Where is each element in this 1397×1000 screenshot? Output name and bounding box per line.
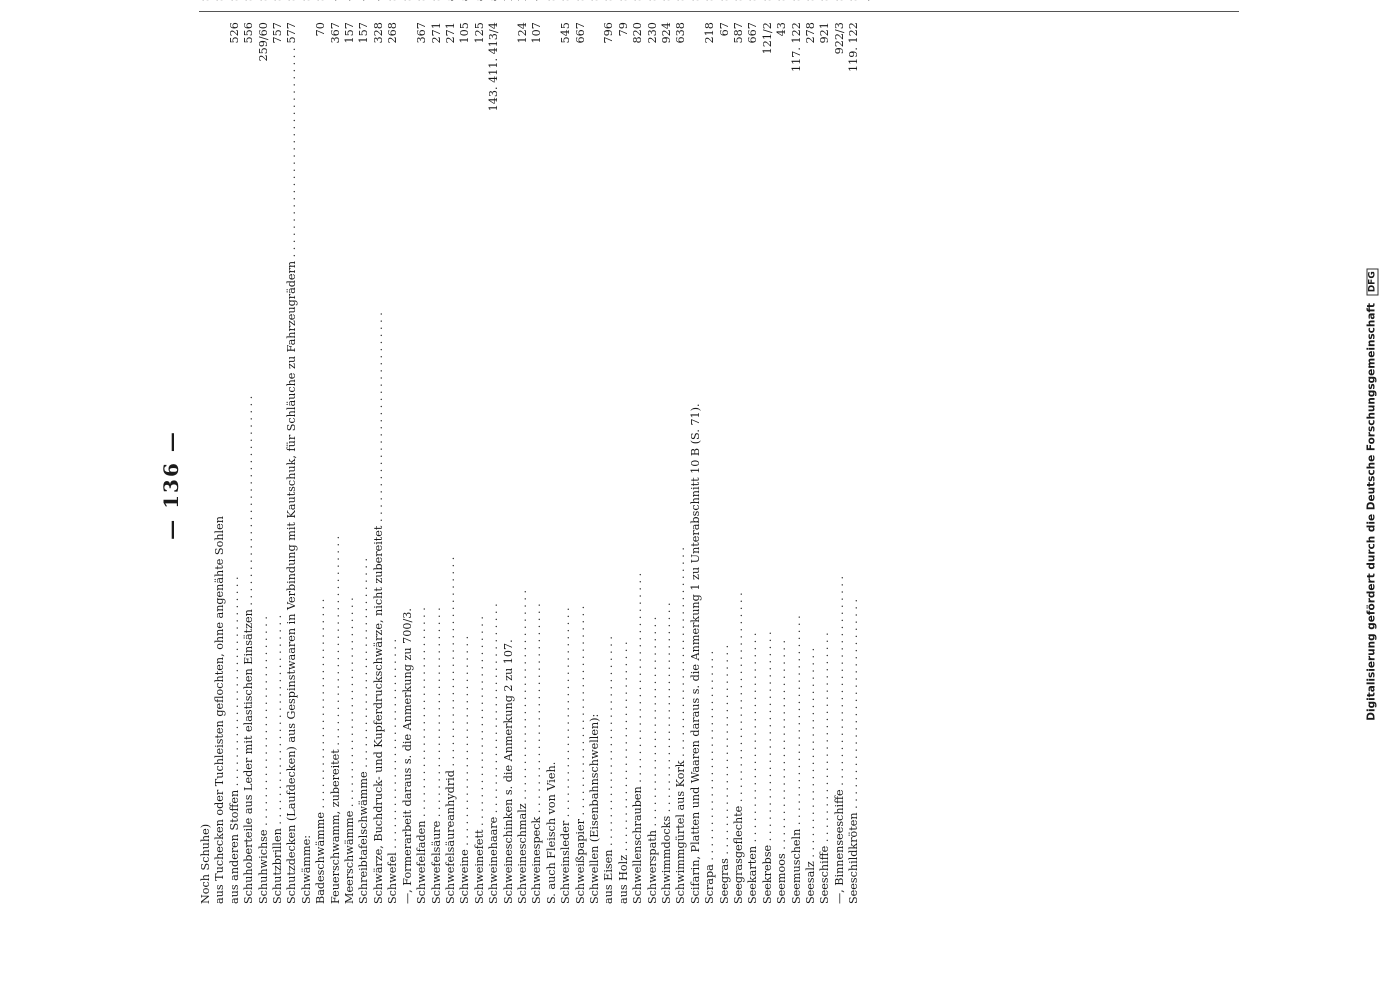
entry-term [516,0,530,1]
entry-term: Seesalz . . . [804,48,818,904]
entry-term: Schwellenschrauben . . . [631,48,645,904]
entry-term: Schwimmdocks . . . [660,48,674,904]
index-entry [746,0,760,1]
index-entry [343,22,357,904]
entry-page-ref: 117. 122 [789,22,803,72]
entry-term [458,0,472,1]
entry-page-ref: 367 [415,22,429,44]
index-entry [257,22,271,904]
entry-term: Schwefelsäureanhydrid . . . [444,48,458,904]
entry-term: —, Formerarbeit daraus s. die Anmerkung zu 700/3. [400,608,414,904]
entry-term: Schuhwichse . . . [257,66,271,904]
entry-term: Meerschwämme . . . [343,48,357,904]
entry-term: Schwefel . . . [386,48,400,904]
index-entry [401,22,415,904]
index-entry [761,0,775,1]
index-entry [285,22,299,904]
entry-term [415,0,429,1]
entry-term: Schwämme: [299,835,313,904]
index-entry [617,22,631,904]
entry-term [862,0,876,1]
entry-term [588,0,602,1]
index-entry [257,0,271,1]
entry-term: Seegras . . . [718,40,732,904]
index-entry [473,0,487,1]
entry-page-ref: 922/3 [832,22,846,55]
entry-term: Schreibtafelschwämme . . . [357,48,371,904]
entry-term [790,0,804,1]
entry-term [703,0,717,1]
index-entry [415,0,429,1]
index-entry [689,0,703,1]
entry-term: Seemuscheln . . . [790,76,804,904]
entry-term [343,0,357,1]
entry-term [775,0,789,1]
entry-term: aus Holz . . . [617,40,631,904]
entry-page-ref: 545 [559,22,573,44]
entry-page-ref: 107 [530,22,544,44]
entry-term: Noch Schuhe) [199,823,212,904]
index-entry [213,0,227,1]
index-entry [646,0,660,1]
index-entry [343,0,357,1]
entry-page-ref: 157 [357,22,371,44]
entry-term [285,0,299,1]
index-entry [689,22,703,904]
entry-term [718,0,732,1]
entry-page-ref: 124 [515,22,529,44]
entry-term [660,0,674,1]
index-entry [588,22,602,904]
index-entry [314,22,328,904]
index-entry [818,0,832,1]
rotated-index-page [149,22,1249,914]
index-columns [199,22,1239,914]
entry-term [732,0,746,1]
entry-page-ref: 924 [660,22,673,44]
index-entry [357,22,371,904]
entry-term: Schweinefett . . . [473,48,487,904]
index-entry [804,0,818,1]
entry-page-ref: 526 [227,22,241,44]
entry-term [646,0,660,1]
index-entry [213,22,227,904]
dfg-logo: DFG [1367,268,1379,295]
index-entry [804,22,818,904]
entry-term: Schutzbrillen . . . [271,48,285,904]
index-entry [545,0,559,1]
entry-page-ref: 667 [746,22,760,44]
entry-page-ref: 119. 122 [847,22,861,72]
entry-term [530,0,544,1]
index-entry [545,22,559,904]
entry-page-ref: 121/2 [760,22,774,55]
entry-term [761,0,775,1]
entry-term: Seegrasgeflechte . . . [732,48,746,904]
entry-page-ref: 157 [343,22,357,44]
index-entry [718,22,732,904]
index-entry [574,0,588,1]
index-entry [314,0,328,1]
index-entry [746,22,760,904]
index-entry [386,0,400,1]
entry-term [430,0,444,1]
index-entry [790,22,804,904]
entry-term [314,0,328,1]
entry-page-ref: 556 [242,22,256,44]
entry-term: aus Eisen . . . [602,48,616,904]
index-entry [458,0,472,1]
index-entry [646,22,660,904]
entry-page-ref: 577 [285,22,299,44]
entry-term: Seeschiffe . . . [818,48,832,904]
entry-term: Scifarin, Platten und Waaren daraus s. die Anmerkung 1 zu Unterabschnitt 10 B (S. 71). [688,403,702,904]
index-entry [386,22,400,904]
entry-term: Seekrebse . . . [761,58,775,904]
index-entry [660,0,674,1]
entry-page-ref: 820 [631,22,645,44]
entry-term: Feuerschwamm, zubereitet . . . [329,48,343,904]
index-entry [703,0,717,1]
entry-term [257,0,271,1]
entry-term: Schweineschmalz . . . [516,48,530,904]
entry-term [271,0,285,1]
entry-term: Badeschwämme . . . [314,40,328,904]
entry-term [228,0,242,1]
index-entry [300,0,314,1]
index-entry [732,22,746,904]
entry-term: Schwärze, Buchdruck- und Kupferdruckschwärze, nicht zubereitet . . . [372,48,386,904]
entry-page-ref: 921 [818,22,832,44]
index-entry [430,22,444,904]
entry-term [502,0,516,1]
index-entry [674,0,688,1]
index-entry [602,22,616,904]
index-entry [401,0,415,1]
index-entry [818,22,832,904]
entry-term [674,0,688,1]
entry-page-ref: 218 [703,22,717,44]
entry-term [372,0,386,1]
index-entry [660,22,674,904]
entry-term: Schwefelsäure . . . [430,48,444,904]
entry-page-ref: 667 [573,22,587,44]
index-entry [559,0,573,1]
entry-page-ref: 278 [804,22,818,44]
entry-term [401,0,415,1]
index-entry [790,0,804,1]
entry-term: Schweinespeck . . . [530,48,544,904]
entry-term [847,0,861,1]
index-entry [372,0,386,1]
index-entry [228,0,242,1]
entry-page-ref: 638 [674,22,688,44]
entry-term: Schwellen (Eisenbahnschwellen): [587,713,601,904]
index-entry [329,0,343,1]
entry-term [631,0,645,1]
index-entry [458,22,472,904]
index-entry [833,22,847,904]
entry-page-ref: 757 [271,22,285,44]
entry-term [199,0,213,1]
entry-term: Schweineschinken s. die Anmerkung 2 zu 107. [501,639,515,904]
entry-term [444,0,458,1]
index-entry [300,22,314,904]
index-entry [718,0,732,1]
credit-text: Digitalisierung gefördert durch die Deutsche Forschungsgemeinschaft [1365,302,1378,721]
index-entry [502,22,516,904]
entry-term: Schweinsleder . . . [559,48,573,904]
index-column-1 [199,11,1239,914]
index-entry [271,22,285,904]
entry-term: aus Tuchecken oder Tuchleisten geflochten, ohne angenähte Sohlen [213,516,227,904]
entry-term: Schweißpapier . . . [574,48,588,904]
index-entry [516,0,530,1]
index-entry [487,22,501,904]
entry-term: Schweinehaare . . . [487,115,501,904]
entry-term [602,0,616,1]
entry-term [818,0,832,1]
entry-page-ref: 271 [429,22,443,44]
entry-page-ref: 70 [314,22,328,37]
entry-term [357,0,371,1]
entry-page-ref: 230 [645,22,659,44]
index-entry [285,0,299,1]
index-entry [502,0,516,1]
entry-page-ref: 268 [386,22,400,44]
index-entry [631,22,645,904]
index-column-2 [199,0,1239,11]
entry-term: —, Binnenseeschiffe . . . [833,58,847,904]
index-entry [559,22,573,904]
entry-term: Seekarten . . . [746,48,760,904]
index-entry [199,0,213,1]
entry-term [574,0,588,1]
index-entry [588,0,602,1]
entry-term: aus anderen Stoffen . . . [228,48,242,904]
entry-term [213,0,227,1]
entry-page-ref: 79 [616,22,630,37]
entry-term: Schuhoberteile aus Leder mit elastischen Einsätzen . . . [242,48,256,904]
index-entry [242,0,256,1]
entry-term: Schwefelfaden . . . [415,48,429,904]
index-entry [228,22,242,904]
index-entry [862,0,876,1]
entry-term [559,0,573,1]
index-entry [530,22,544,904]
entry-page-ref: 367 [328,22,342,44]
entry-term [487,0,501,1]
index-entry [199,22,213,904]
index-entry [444,0,458,1]
entry-page-ref: 105 [458,22,472,44]
index-entry [703,22,717,904]
index-entry [271,0,285,1]
index-entry [674,22,688,904]
index-entry [242,22,256,904]
page-number: — 136 — [159,430,183,540]
entry-term: Schutzdecken (Laufdecken) aus Gespinstwaaren in Verbindung mit Kautschuk, für Schläuche zu Fahrzeugrädern . . . [285,48,299,904]
entry-term: Scrapa . . . [703,48,717,904]
index-entry [357,0,371,1]
index-entry [847,0,861,1]
index-entry [847,22,861,904]
entry-page-ref: 125 [472,22,486,44]
entry-term: Schwimmgürtel aus Kork . . . [674,48,688,904]
index-entry [631,0,645,1]
index-entry [444,22,458,904]
index-entry [430,0,444,1]
index-entry [617,0,631,1]
entry-term: Seemoos . . . [775,40,789,904]
index-entry [574,22,588,904]
index-entry [775,22,789,904]
entry-term [804,0,818,1]
entry-term [833,0,847,1]
entry-page-ref: 796 [602,22,616,44]
index-entry [516,22,530,904]
entry-page-ref: 43 [775,22,789,37]
index-entry [372,22,386,904]
index-entry [329,22,343,904]
entry-term: Schweine . . . [458,48,472,904]
entry-term [386,0,400,1]
entry-term [329,0,343,1]
index-entry [833,0,847,1]
entry-page-ref: 271 [443,22,457,44]
index-entry [775,0,789,1]
book-page [150,22,1250,933]
index-entry [732,0,746,1]
index-entry [530,0,544,1]
entry-page-ref: 328 [371,22,385,44]
entry-page-ref: 587 [732,22,746,44]
index-entry [487,0,501,1]
index-entry [473,22,487,904]
index-entry [761,22,775,904]
entry-page-ref: 143. 411. 413/4 [487,22,501,112]
entry-term [545,0,559,1]
entry-term [300,0,314,1]
entry-term: Schwerspath . . . [646,48,660,904]
entry-term [242,0,256,1]
entry-term [617,0,631,1]
entry-page-ref: 259/60 [256,22,270,62]
index-entry [415,22,429,904]
entry-term [746,0,760,1]
index-entry [602,0,616,1]
entry-term: Seeschildkröten . . . [847,76,861,904]
digitization-credit [1360,10,1384,990]
entry-page-ref: 67 [717,22,731,37]
entry-term: S. auch Fleisch von Vieh. [544,761,558,904]
entry-term [473,0,487,1]
entry-term [689,0,703,1]
